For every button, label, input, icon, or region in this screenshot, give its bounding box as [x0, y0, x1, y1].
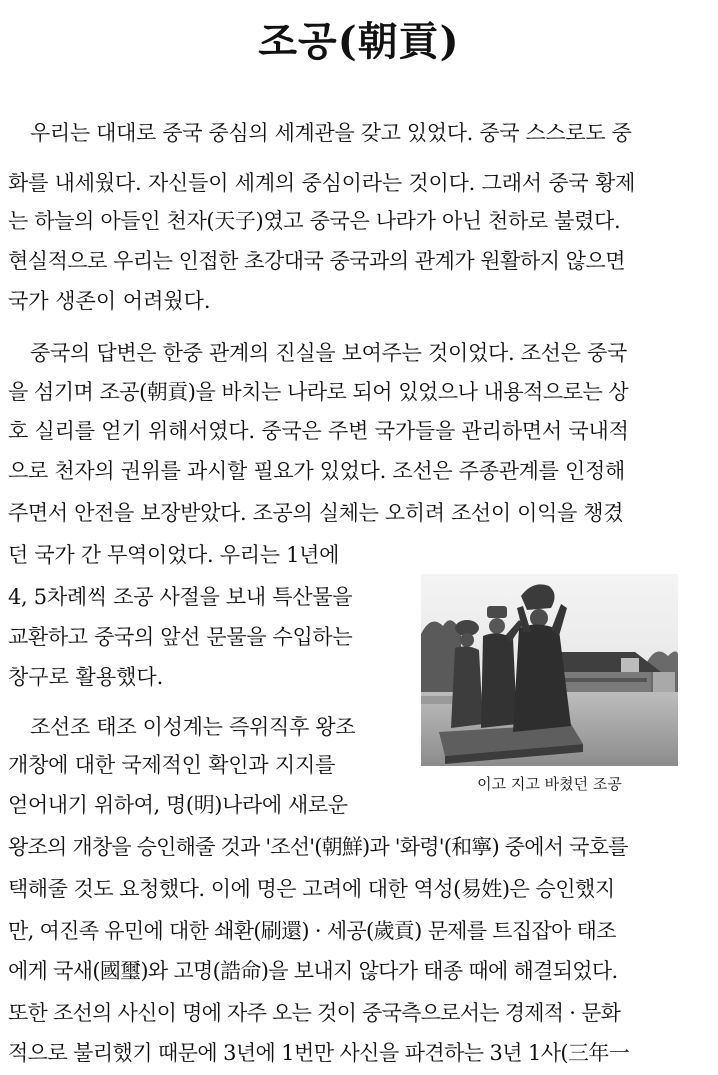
- text-line: 현실적으로 우리는 인접한 초강대국 중국과의 관계가 원활하지 않으면: [8, 249, 626, 273]
- text-line: 얻어내기 위하여, 명(明)나라에 새로운: [8, 793, 348, 817]
- text-line: 택해줄 것도 요청했다. 이에 명은 고려에 대한 역성(易姓)은 승인했지: [8, 877, 615, 901]
- text-line: 던 국가 간 무역이었다. 우리는 1년에: [8, 543, 340, 567]
- text-line: 우리는 대대로 중국 중심의 세계관을 갖고 있었다. 중국 스스로도 중: [30, 121, 632, 145]
- text-line: 주면서 안전을 보장받았다. 조공의 실체는 오히려 조선이 이익을 챙겼: [8, 501, 624, 525]
- tribute-statues-photo: [421, 574, 678, 766]
- text-line: 4, 5차례씩 조공 사절을 보내 특산물을: [8, 585, 353, 609]
- text-line: 는 하늘의 아들인 천자(天子)였고 중국은 나라가 아닌 천하로 불렸다.: [8, 209, 621, 233]
- text-line: 으로 천자의 권위를 과시할 필요가 있었다. 조선은 주종관계를 인정해: [8, 459, 625, 483]
- text-line: 또한 조선의 사신이 명에 자주 오는 것이 중국측으로서는 경제적 · 문화: [8, 1001, 621, 1025]
- text-line: 화를 내세웠다. 자신들이 세계의 중심이라는 것이다. 그래서 중국 황제: [8, 171, 636, 195]
- text-line: 왕조의 개창을 승인해줄 것과 '조선'(朝鮮)과 '화령'(和寧) 중에서 국호를: [8, 835, 628, 859]
- text-line: 적으로 불리했기 때문에 3년에 1번만 사신을 파견하는 3년 1사(三年一: [8, 1041, 630, 1065]
- text-line: 만, 여진족 유민에 대한 쇄환(刷還) · 세공(歲貢) 문제를 트집잡아 태조: [8, 919, 616, 943]
- page-title: 조공(朝貢): [258, 18, 460, 65]
- text-line: 국가 생존이 어려웠다.: [8, 289, 211, 313]
- text-line: 개창에 대한 국제적인 확인과 지지를: [8, 753, 336, 777]
- figure-caption: 이고 지고 바쳤던 조공: [477, 775, 622, 793]
- statues-illustration: [421, 574, 678, 766]
- text-line: 교환하고 중국의 앞선 문물을 수입하는: [8, 625, 353, 649]
- text-line: 을 섬기며 조공(朝貢)을 바치는 나라로 되어 있었으나 내용적으로는 상: [8, 380, 629, 404]
- text-line: 중국의 답변은 한중 관계의 진실을 보여주는 것이었다. 조선은 중국: [30, 341, 627, 365]
- text-line: 조선조 태조 이성계는 즉위직후 왕조: [30, 715, 356, 739]
- text-line: 에게 국새(國璽)와 고명(誥命)을 보내지 않다가 태종 때에 해결되었다.: [8, 959, 618, 983]
- text-line: 창구로 활용했다.: [8, 665, 164, 689]
- text-line: 호 실리를 얻기 위해서였다. 중국은 주변 국가들을 관리하면서 국내적: [8, 419, 629, 443]
